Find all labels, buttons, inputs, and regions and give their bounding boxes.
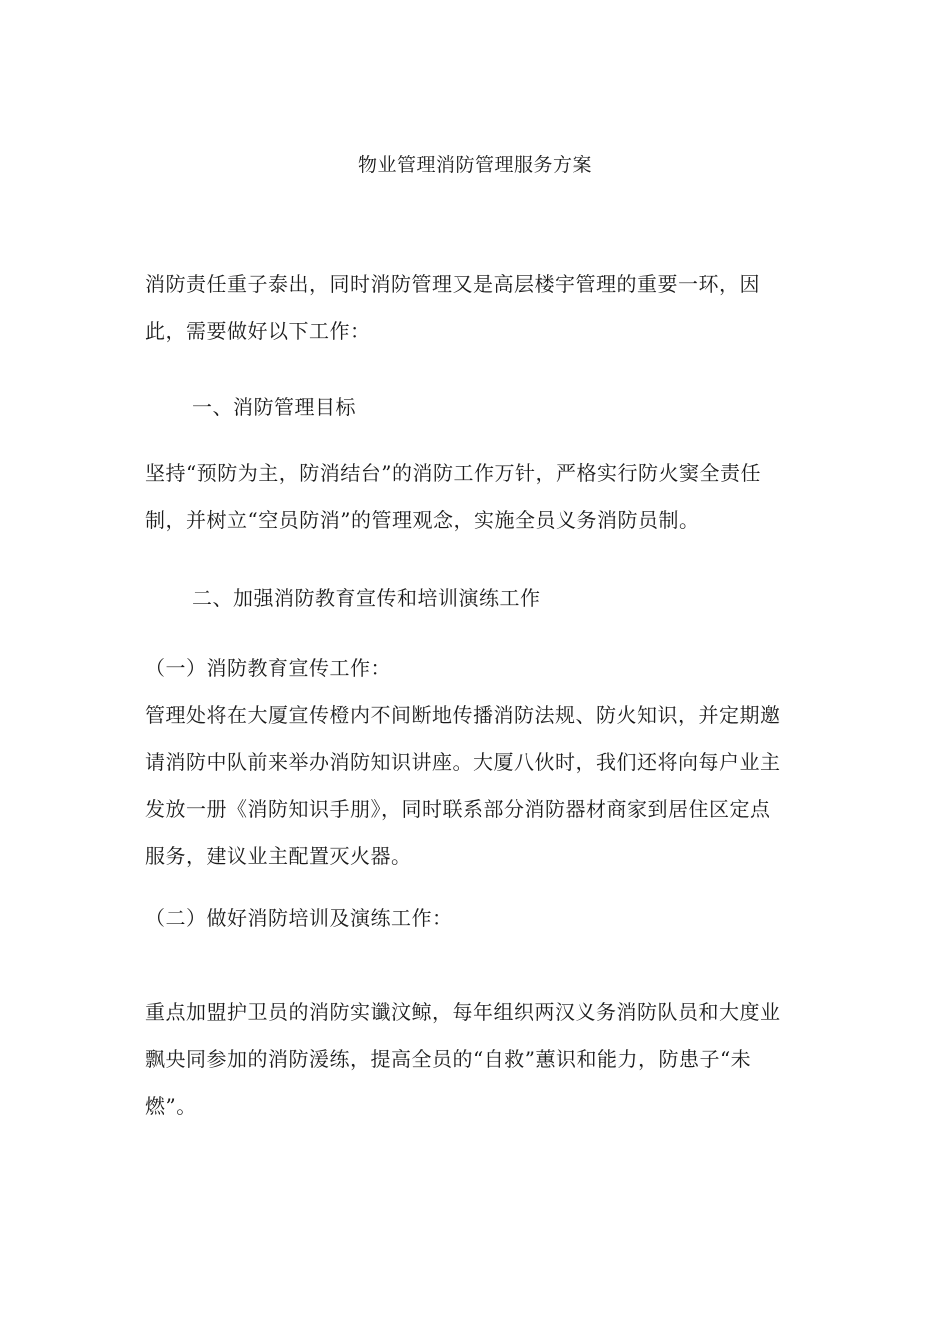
section1-paragraph	[145, 450, 811, 544]
subsection1-line-3: 发放一册《消防知识手朋》，同时联系部分消防器材商家到居住区定点	[145, 797, 771, 821]
intro-line-1: 消防责任重子泰出，同时消防管理又是高层楼宇管理的重要一环，因	[145, 272, 760, 296]
section1-heading: 一、消防管理目标	[192, 395, 356, 419]
subsection1-line-1: 管理处将在大厦宣传橙内不间断地传播消防法规、防火知识，并定期邀	[145, 703, 781, 727]
subsection2-line-3: 燃”。	[145, 1094, 197, 1118]
subsection1-heading: （一）消防教育宣传工作：	[145, 656, 391, 680]
section2-heading: 二、加强消防教育宣传和培训演练工作	[192, 586, 541, 610]
subsection1-line-2: 请消防中队前来举办消防知识讲座。大厦八伙时，我们还将向每户业主	[145, 750, 781, 774]
subsection2-paragraph	[145, 989, 811, 1130]
subsection1-line-4: 服务，建议业主配置灭火器。	[145, 844, 412, 868]
section1-line-2: 制，并树立“空员防消”的管理观念，实施全员义务消防员制。	[145, 508, 700, 532]
subsection2-line-2: 飘央同参加的消防湲练，提高全员的“自救”蕙识和能力，防患子“未	[145, 1047, 752, 1071]
subsection2-heading: （二）做好消防培训及演练工作：	[145, 906, 453, 930]
intro-line-2: 此，需要做好以下工作：	[145, 319, 371, 343]
subsection2-line-1: 重点加盟护卫员的消防实谶汶鲸，每年组织两汉义务消防队员和大度业	[145, 1000, 781, 1024]
subsection1-paragraph	[145, 692, 811, 880]
intro-paragraph	[145, 261, 811, 355]
document-title: 物业管理消防管理服务方案	[357, 154, 592, 176]
section1-line-1: 坚持“预防为主，防消结台”的消防工作万针，严格实行防火窦全责任	[145, 461, 761, 485]
